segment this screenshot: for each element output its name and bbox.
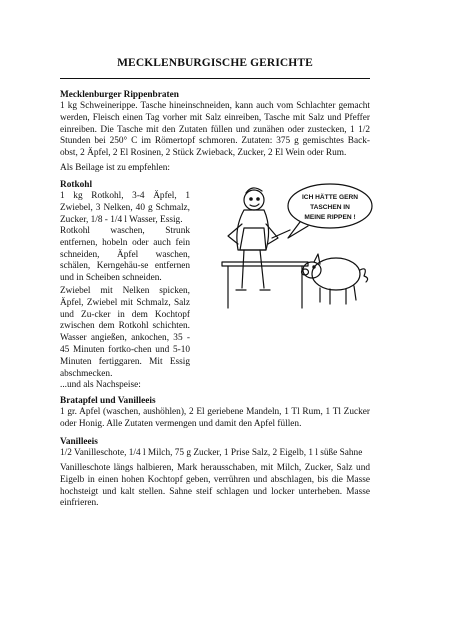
speech-text-line1: ICH HÄTTE GERN bbox=[301, 194, 359, 201]
recipe-heading-rippenbraten: Mecklenburger Rippenbraten bbox=[60, 90, 179, 100]
recipe-ingredients-rotkohl: 1 kg Rotkohl, 3-4 Äpfel, 1 Zwiebel, 3 Nelken, 40 g Schmalz, Zucker, 1/8 - 1/4 l Wasser, Essig. bbox=[60, 191, 190, 225]
recipe-heading-bratapfel: Bratapfel und Vanilleeis bbox=[60, 396, 156, 406]
dessert-intro: ...und als Nachspeise: bbox=[60, 380, 141, 390]
recipe-ingredients-vanilleeis: 1/2 Vanilleschote, 1/4 l Milch, 75 g Zucker, 1 Prise Salz, 2 Eigelb, 1 l süße Sahne bbox=[60, 448, 363, 458]
cartoon-illustration bbox=[208, 178, 374, 314]
side-dish-intro: Als Beilage ist zu empfehlen: bbox=[60, 163, 170, 173]
recipe-heading-rotkohl: Rotkohl bbox=[60, 180, 93, 190]
speech-text-line2: TASCHEN IN bbox=[310, 204, 350, 211]
title-rule bbox=[60, 78, 370, 79]
recipe-heading-vanilleeis: Vanilleeis bbox=[60, 437, 98, 447]
recipe-text-rotkohl-1: Rotkohl waschen, Strunk entfernen, hobeln oder auch fein schneiden, Äpfel waschen, schälen, Kerngehäu-se entfernen und in Scheiben schneiden. bbox=[60, 226, 190, 284]
recipe-text-vanilleeis: Vanilleschote längs halbieren, Mark herausschaben, mit Milch, Zucker, Salz und Eigelb in einen hohen Kochtopf geben, verrühren und abschlagen, bis die Masse hochsteigt und kalt stellen. Sahne steif schlagen und locker unterheben. Masse einfrieren. bbox=[60, 463, 370, 509]
recipe-text-rotkohl-2: Zwiebel mit Nelken spicken, Äpfel, Zwiebel mit Schmalz, Salz und Zu-cker in dem Kochtopf zwischen dem Rotkohl schichten. Wasser angießen, ankochen, 35 - 45 Minuten fortko-chen und 5-10 Minuten fertiggaren. Mit Essig abschmecken. bbox=[60, 286, 190, 379]
recipe-text-bratapfel: 1 gr. Apfel (waschen, aushöhlen), 2 El geriebene Mandeln, 1 Tl Rum, 1 Tl Zucker oder Honig. Alle Zutaten vermengen und damit den Apfel füllen. bbox=[60, 407, 370, 429]
speech-text-line3: MEINE RIPPEN ! bbox=[304, 214, 356, 221]
recipe-text-rippenbraten: 1 kg Schweinerippe. Tasche hineinschneiden, kann auch vom Schlachter gemacht werden, Fleisch einen Tag vorher mit Salz einreiben, Tasche mit Salz und Pfeffer einreiben. Die Tasche mit den Zutaten füllen und zunähen oder zustecken, 1 1/2 Stunden bei 250° C im Römertopf schmoren. Zutaten: 375 g gemischtes Back-obst, 2 Äpfel, 2 El Rosinen, 2 Stück Zwieback, Zucker, 2 El Wein oder Rum. bbox=[60, 101, 370, 159]
page-title: MECKLENBURGISCHE GERICHTE bbox=[117, 57, 313, 69]
